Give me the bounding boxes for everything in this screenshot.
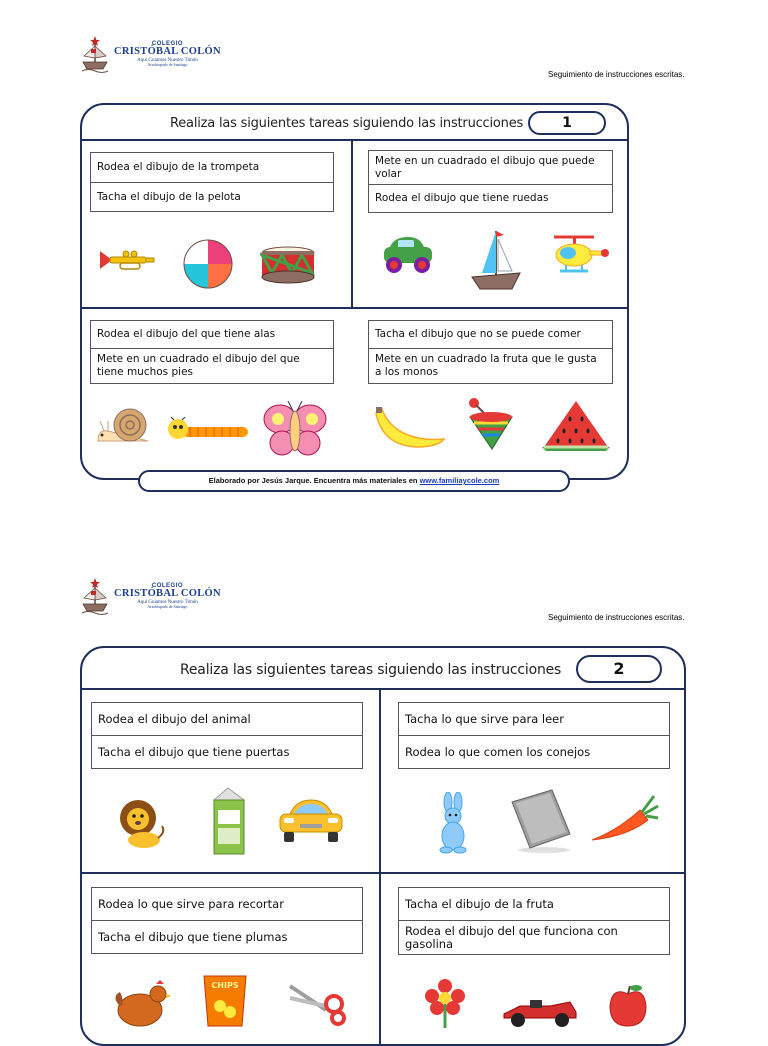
instruction: Rodea lo que sirve para recortar [98, 896, 284, 911]
worksheet-number: 2 [576, 655, 662, 683]
snail-icon[interactable] [94, 403, 152, 447]
instruction: Rodea el dibujo del que tiene alas [97, 328, 276, 340]
logo-line-3: Aquí Guiamos Nuestro Timón [137, 600, 198, 606]
instruction-box [398, 702, 670, 769]
caterpillar-icon[interactable] [166, 417, 252, 445]
instruction-box [368, 150, 613, 213]
instruction: Mete en un cuadrado la fruta que le gusta a los monos [369, 348, 612, 383]
instruction: Tacha el dibujo que no se puede comer [375, 328, 581, 340]
instruction: Rodea el dibujo del animal [98, 711, 251, 726]
footer-link[interactable]: www.familiaycole.com [419, 476, 500, 485]
worksheet-1 [80, 103, 629, 480]
flower-icon[interactable] [422, 978, 468, 1028]
logo-line-2: CRISTÓBAL COLÓN [114, 45, 221, 57]
sailboat-icon[interactable] [468, 227, 524, 293]
instruction: Tacha el dibujo que tiene plumas [92, 920, 362, 953]
worksheet-footer [138, 470, 570, 492]
instruction-box [91, 702, 363, 769]
instruction: Rodea el dibujo del que funciona con gasolina [399, 920, 669, 954]
logo-line-1: COLEGIO [151, 582, 184, 589]
carrot-icon[interactable] [588, 794, 660, 846]
worksheet-2 [80, 646, 686, 1046]
divider-vertical [379, 688, 381, 1046]
instruction: Tacha lo que sirve para leer [405, 711, 564, 726]
car-icon[interactable] [276, 796, 346, 846]
drum-icon[interactable] [260, 245, 316, 285]
instruction: Mete en un cuadrado el dibujo que puede volar [375, 154, 595, 180]
scissors-icon[interactable] [286, 982, 350, 1026]
instruction: Tacha el dibujo que tiene puertas [92, 735, 362, 768]
milk-carton-icon[interactable] [208, 786, 250, 856]
instruction-box [90, 152, 334, 212]
hen-icon[interactable] [110, 978, 170, 1028]
instruction: Tacha el dibujo de la pelota [91, 182, 333, 211]
worksheet-title: Realiza las siguientes tareas siguiendo las instrucciones [170, 116, 524, 131]
ship-crest-icon [80, 34, 110, 74]
instruction-box [90, 320, 334, 384]
instruction: Tacha el dibujo de la fruta [405, 896, 554, 911]
instruction: Rodea el dibujo que tiene ruedas [369, 184, 612, 212]
beach-ball-icon[interactable] [182, 238, 234, 290]
worksheet-title: Realiza las siguientes tareas siguiendo las instrucciones [180, 662, 562, 678]
watermelon-icon[interactable] [540, 397, 612, 451]
trumpet-icon[interactable] [98, 245, 156, 275]
document-subtitle: Seguimiento de instrucciones escritas. [548, 70, 685, 79]
rabbit-icon[interactable] [436, 792, 470, 854]
school-logo [80, 576, 221, 616]
instruction: Rodea el dibujo de la trompeta [97, 161, 260, 173]
instruction: Rodea lo que comen los conejos [399, 735, 669, 768]
footer-text: Elaborado por Jesús Jarque. Encuentra más materiales en [208, 476, 420, 485]
divider-horizontal [82, 872, 684, 874]
banana-icon[interactable] [372, 405, 448, 453]
instruction: Mete en un cuadrado el dibujo del que tiene muchos pies [91, 348, 333, 383]
divider-vertical [351, 139, 353, 309]
ship-crest-icon [80, 576, 110, 616]
worksheet-number: 1 [528, 111, 606, 135]
lion-icon[interactable] [116, 798, 166, 850]
helicopter-icon[interactable] [548, 233, 610, 279]
logo-line-4: Arzobispado de Santiago [147, 62, 188, 68]
divider-horizontal [82, 307, 627, 309]
spinning-top-icon[interactable] [462, 395, 520, 453]
chips-bag-icon[interactable] [200, 972, 250, 1028]
logo-line-3: Aquí Guiamos Nuestro Timón [137, 58, 198, 64]
apple-icon[interactable] [606, 984, 650, 1028]
document-subtitle: Seguimiento de instrucciones escritas. [548, 613, 685, 622]
toy-car-icon[interactable] [380, 233, 436, 277]
instruction-box [91, 887, 363, 954]
instruction-box [398, 887, 670, 955]
chips-label: CHIPS [211, 981, 239, 990]
logo-line-1: COLEGIO [151, 40, 184, 47]
book-icon[interactable] [508, 788, 574, 854]
logo-line-2: CRISTÓBAL COLÓN [114, 587, 221, 599]
instruction-box [368, 320, 613, 384]
logo-line-4: Arzobispado de Santiago [147, 604, 188, 610]
butterfly-icon[interactable] [262, 399, 328, 461]
school-logo [80, 34, 221, 74]
race-car-icon[interactable] [500, 992, 580, 1028]
